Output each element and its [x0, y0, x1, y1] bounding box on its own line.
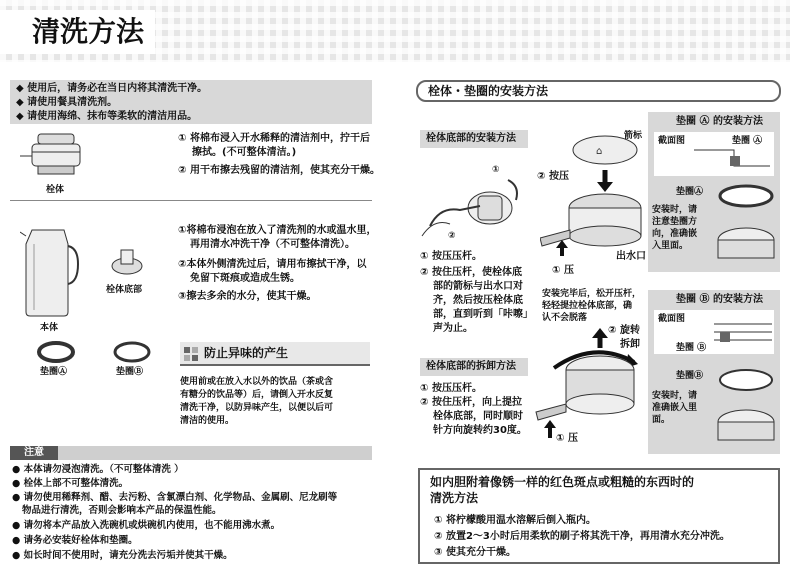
lid-label: 栓体 [46, 185, 65, 195]
gasket-a-sec-label: 垫圈 Ⓐ [732, 136, 763, 146]
rust-title2: 清洗方法 [430, 491, 479, 505]
gasket-a-note: 注意垫圈方 [652, 217, 698, 227]
install-step2: 部，直到听到「咔嚓」 [433, 309, 533, 320]
caution-bar [10, 446, 372, 460]
gasket-b-label: 垫圈Ⓑ [116, 367, 144, 377]
rust-cleaning-box [418, 468, 780, 564]
body-step3: ③擦去多余的水分，使其干燥。 [178, 291, 317, 302]
note-item: ◆ 请使用餐具清洗剂。 [16, 97, 118, 108]
lid-bottom-illustration [110, 244, 144, 278]
gasket-a-title: 垫圈 Ⓐ 的安装方法 [676, 116, 763, 127]
gasket-b-sec-label: 垫圈 Ⓑ [676, 343, 707, 353]
bottom-install-title: 栓体底部的安装方法 [426, 133, 516, 144]
caution-label: 注意 [10, 446, 58, 460]
install-step2: ② 按住压杆，使栓体底 [420, 267, 522, 278]
after-note: 安装完毕后，松开压杆， [542, 289, 642, 299]
bottom-remove-box [420, 358, 528, 376]
body-step2b: 免留下斑痕或造成生锈。 [190, 273, 300, 284]
lid-step1a: ① 将棉布浸入开水稀释的清洁剂中，拧干后 [178, 133, 370, 144]
rust-title: 如内胆附着像锈一样的红色斑点或粗糙的东西时的 [430, 475, 695, 489]
svg-text:⌂: ⌂ [596, 146, 603, 157]
rust-step1: ① 将柠檬酸用温水溶解后倒入瓶内。 [434, 515, 596, 526]
caution-item: ● 请勿将本产品放入洗碗机或烘碗机内使用，也不能用沸水煮。 [12, 520, 281, 531]
caution-item: ● 栓体上部不可整体清洗。 [12, 478, 129, 489]
rotate-label: ② 旋转 [608, 325, 640, 336]
after-note: 认不会脱落 [542, 313, 588, 323]
gasket-a-box [648, 112, 780, 272]
lid-step1b: 擦拭。(不可整体清洁。) [192, 147, 297, 158]
divider [10, 200, 372, 201]
odor-line: 使用前或在放入水以外的饮品（茶或含 [180, 377, 334, 387]
note-item: ◆ 使用后，请务必在当日内将其清洗干净。 [16, 83, 208, 94]
gasket-b-note: 面。 [652, 415, 671, 425]
gasket-a-note: 向，准确嵌 [652, 229, 698, 239]
top-notes [10, 80, 372, 124]
remove-step1: ① 按压压杆。 [420, 383, 482, 394]
caution-item: 物品进行清洗，否则会影响本产品的保温性能。 [22, 505, 222, 516]
gasket-a-label2: 垫圈Ⓐ [676, 187, 704, 197]
after-note: 轻轻提拉栓体底部，确 [542, 301, 633, 311]
arrow-mark-label: 箭标 [624, 131, 643, 141]
rotate-label2: 拆卸 [620, 339, 640, 350]
odor-title: 防止异味的产生 [204, 346, 289, 360]
body-step1a: ①将棉布浸泡在放入了清洗剂的水或温水里， [178, 225, 377, 236]
press2-label: ② 按压 [537, 171, 569, 182]
section-view-a [654, 132, 774, 176]
gasket-b-note: 准确嵌入里 [652, 403, 698, 413]
install-step2: 齐，然后按压栓体底 [433, 295, 523, 306]
lid-illustration [18, 130, 98, 180]
install-step2: 部的箭标与出水口对 [433, 281, 523, 292]
install-title: 栓体・垫圈的安装方法 [416, 80, 781, 102]
gasket-b-label2: 垫圈Ⓑ [676, 371, 704, 381]
outlet-label: 出水口 [616, 251, 646, 262]
num-label-2: ② [448, 231, 456, 241]
lid-install-illustration [540, 126, 650, 266]
num-label-1: ① [492, 165, 500, 175]
press1-label: ① 压 [552, 265, 574, 276]
install-step1: ① 按压压杆。 [420, 251, 482, 262]
remove-step2: ② 按住压杆，向上提拉 [420, 397, 522, 408]
remove-step2: 栓体底部，同时顺时 [433, 411, 523, 422]
body-step1b: 再用清水冲洗干净（不可整体清洗）。 [190, 239, 355, 250]
gasket-a-label: 垫圈Ⓐ [40, 367, 68, 377]
body-step2a: ②本体外侧清洗过后，请用布擦拭干净，以 [178, 259, 367, 270]
odor-line: 清洁的使用。 [180, 416, 235, 426]
lid-step2: ② 用干布擦去残留的清洁剂，使其充分干燥。 [178, 165, 380, 176]
body-label: 本体 [40, 323, 59, 333]
gasket-a-illustration [36, 340, 76, 364]
body-illustration [20, 224, 80, 319]
lid-bottom-label: 栓体底部 [106, 285, 143, 295]
install-step2: 声为止。 [433, 323, 473, 334]
gasket-b-note: 安装时，请 [652, 391, 698, 401]
odor-heading [180, 342, 370, 366]
caution-item: ● 请勿使用稀释剂、醋、去污粉、含氯漂白剂、化学物品、金属刷、尼龙刷等 [12, 492, 338, 503]
remove-step2: 针方向旋转约30度。 [433, 425, 527, 436]
section-label: 截面图 [658, 136, 686, 146]
bottom-remove-title: 栓体底部的拆卸方法 [426, 361, 516, 372]
caution-item: ● 本体请勿浸泡清洗。（不可整体清洗 ） [12, 464, 184, 475]
section-label: 截面图 [658, 314, 686, 324]
page-title: 清洗方法 [0, 10, 155, 54]
caution-item: ● 如长时间不使用时，请充分洗去污垢并使其干燥。 [12, 550, 233, 561]
gasket-a-note: 安装时，请 [652, 205, 698, 215]
gasket-b-illustration [112, 340, 152, 364]
caution-item: ● 请务必安装好栓体和垫圈。 [12, 535, 138, 546]
rust-step3: ③ 使其充分干燥。 [434, 547, 516, 558]
hand-press-illustration [420, 166, 530, 246]
odor-line: 有糖分的饮品等）后，请倒入开水反复 [180, 390, 334, 400]
section-view-b [654, 310, 774, 354]
gasket-a-note: 入里面。 [652, 241, 689, 251]
press1b-label: ① 压 [556, 433, 578, 444]
gasket-b-title: 垫圈 Ⓑ 的安装方法 [676, 294, 763, 305]
odor-line: 清洗干净，以防异味产生，以便以后可 [180, 403, 334, 413]
note-item: ◆ 请使用海绵、抹布等柔软的清洁用品。 [16, 111, 198, 122]
rust-step2: ② 放置2～3小时后用柔软的刷子将其洗干净，再用清水充分冲洗。 [434, 531, 730, 542]
bottom-install-box [420, 130, 528, 148]
grid-icon [184, 346, 198, 360]
gasket-b-box [648, 290, 780, 454]
